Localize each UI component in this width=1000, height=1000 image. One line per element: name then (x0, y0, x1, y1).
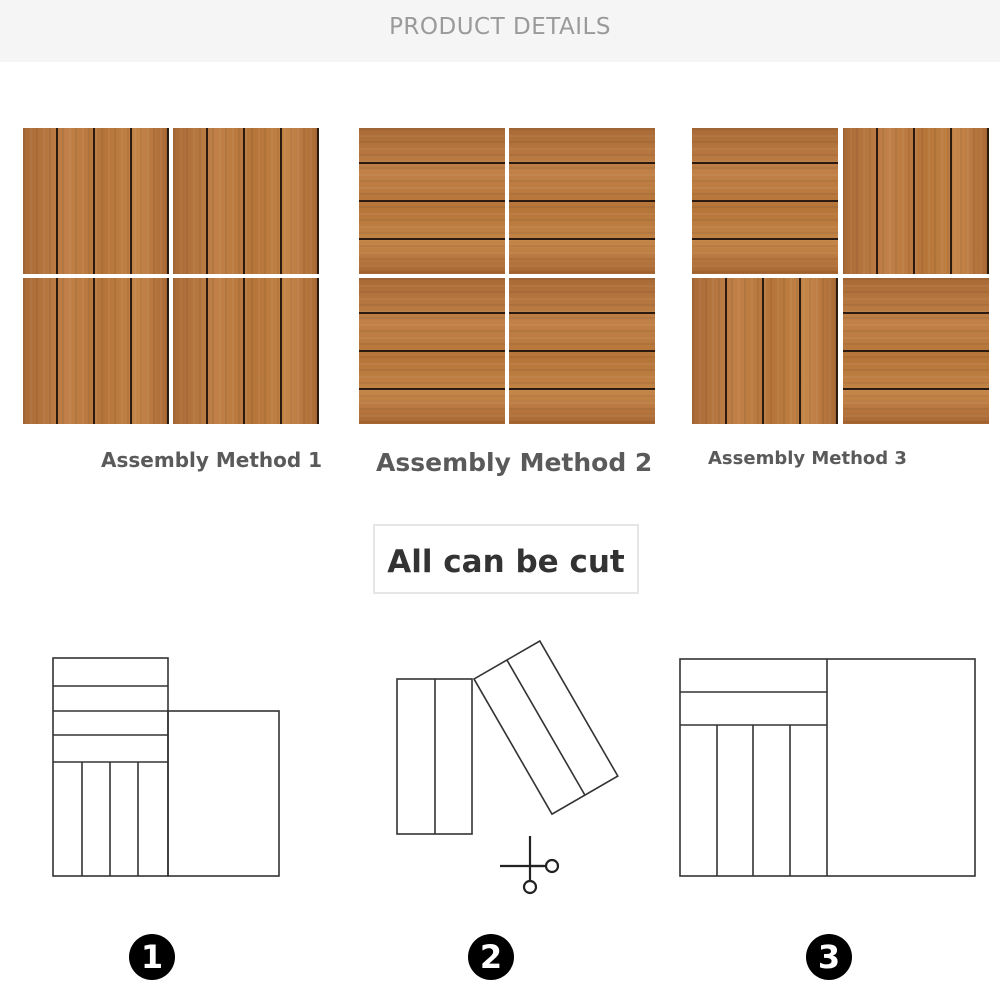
step-1-badge: 1 (129, 934, 175, 980)
diagram-2 (397, 641, 618, 834)
page-title: PRODUCT DETAILS (389, 14, 611, 40)
assembly-method-3-label: Assembly Method 3 (708, 448, 907, 469)
scissors-icon (500, 836, 558, 893)
assembly-method-1-label: Assembly Method 1 (101, 448, 323, 472)
cut-note-text: All can be cut (387, 544, 625, 580)
diagram-1 (53, 658, 279, 876)
assembly-method-2-label: Assembly Method 2 (376, 448, 653, 477)
step-3-badge: 3 (806, 934, 852, 980)
step-2-badge: 2 (468, 934, 514, 980)
diagram-3 (680, 659, 975, 876)
